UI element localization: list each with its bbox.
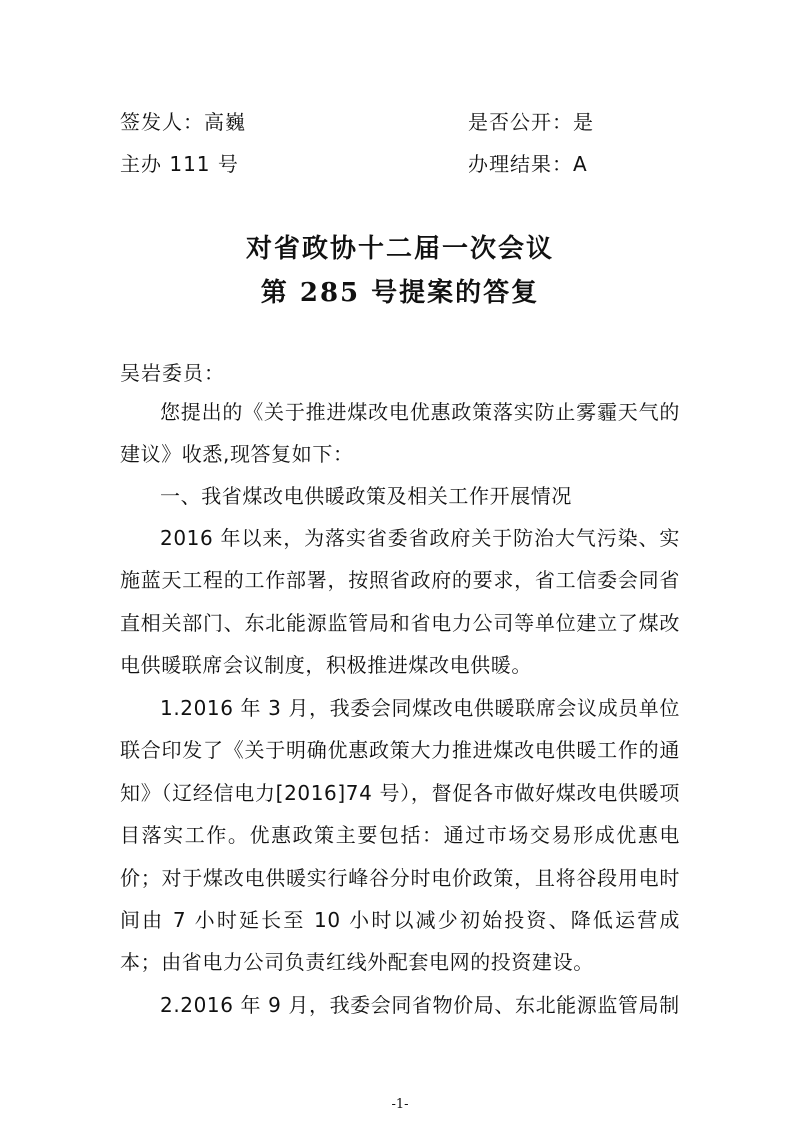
body-paragraph: 2.2016 年 9 月，我委会同省物价局、东北能源监管局制 — [160, 993, 680, 1017]
public-field: 是否公开：是 — [468, 110, 594, 134]
addressee: 吴岩委员： — [120, 361, 225, 385]
result-field: 办理结果：A — [468, 152, 588, 176]
document-title-line1: 对省政协十二届一次会议 — [245, 234, 554, 264]
host-number-field: 主办 111 号 — [120, 152, 239, 176]
document-title-line2: 第 285 号提案的答复 — [260, 278, 540, 308]
intro-paragraph: 您提出的《关于推进煤改电优惠政策落实防止雾霾天气的建议》收悉,现答复如下： — [120, 400, 680, 467]
section-heading: 一、我省煤改电供暖政策及相关工作开展情况 — [160, 484, 572, 508]
page-number: -1- — [391, 1097, 409, 1112]
body-paragraph: 1.2016 年 3 月，我委会同煤改电供暖联席会议成员单位联合印发了《关于明确优惠政策大力推进煤改电供暖工作的通知》（辽经信电力[2016]74 号），督促各市做好煤改电供暖项目落实工作。优惠政策主要包括：通过市场交易形成优惠电价；对于煤改电供暖实行峰谷分时电价政策，且将谷段用电时间由 7 小时延长至 10 小时以减少初始投资、降低运营成本；由省电力公司负责红线外配套电网的投资建设。 — [120, 696, 680, 975]
signer-field: 签发人：高巍 — [120, 110, 246, 134]
body-paragraph: 2016 年以来，为落实省委省政府关于防治大气污染、实施蓝天工程的工作部署，按照省政府的要求，省工信委会同省直相关部门、东北能源监管局和省电力公司等单位建立了煤改电供暖联席会议制度，积极推进煤改电供暖。 — [120, 526, 680, 678]
